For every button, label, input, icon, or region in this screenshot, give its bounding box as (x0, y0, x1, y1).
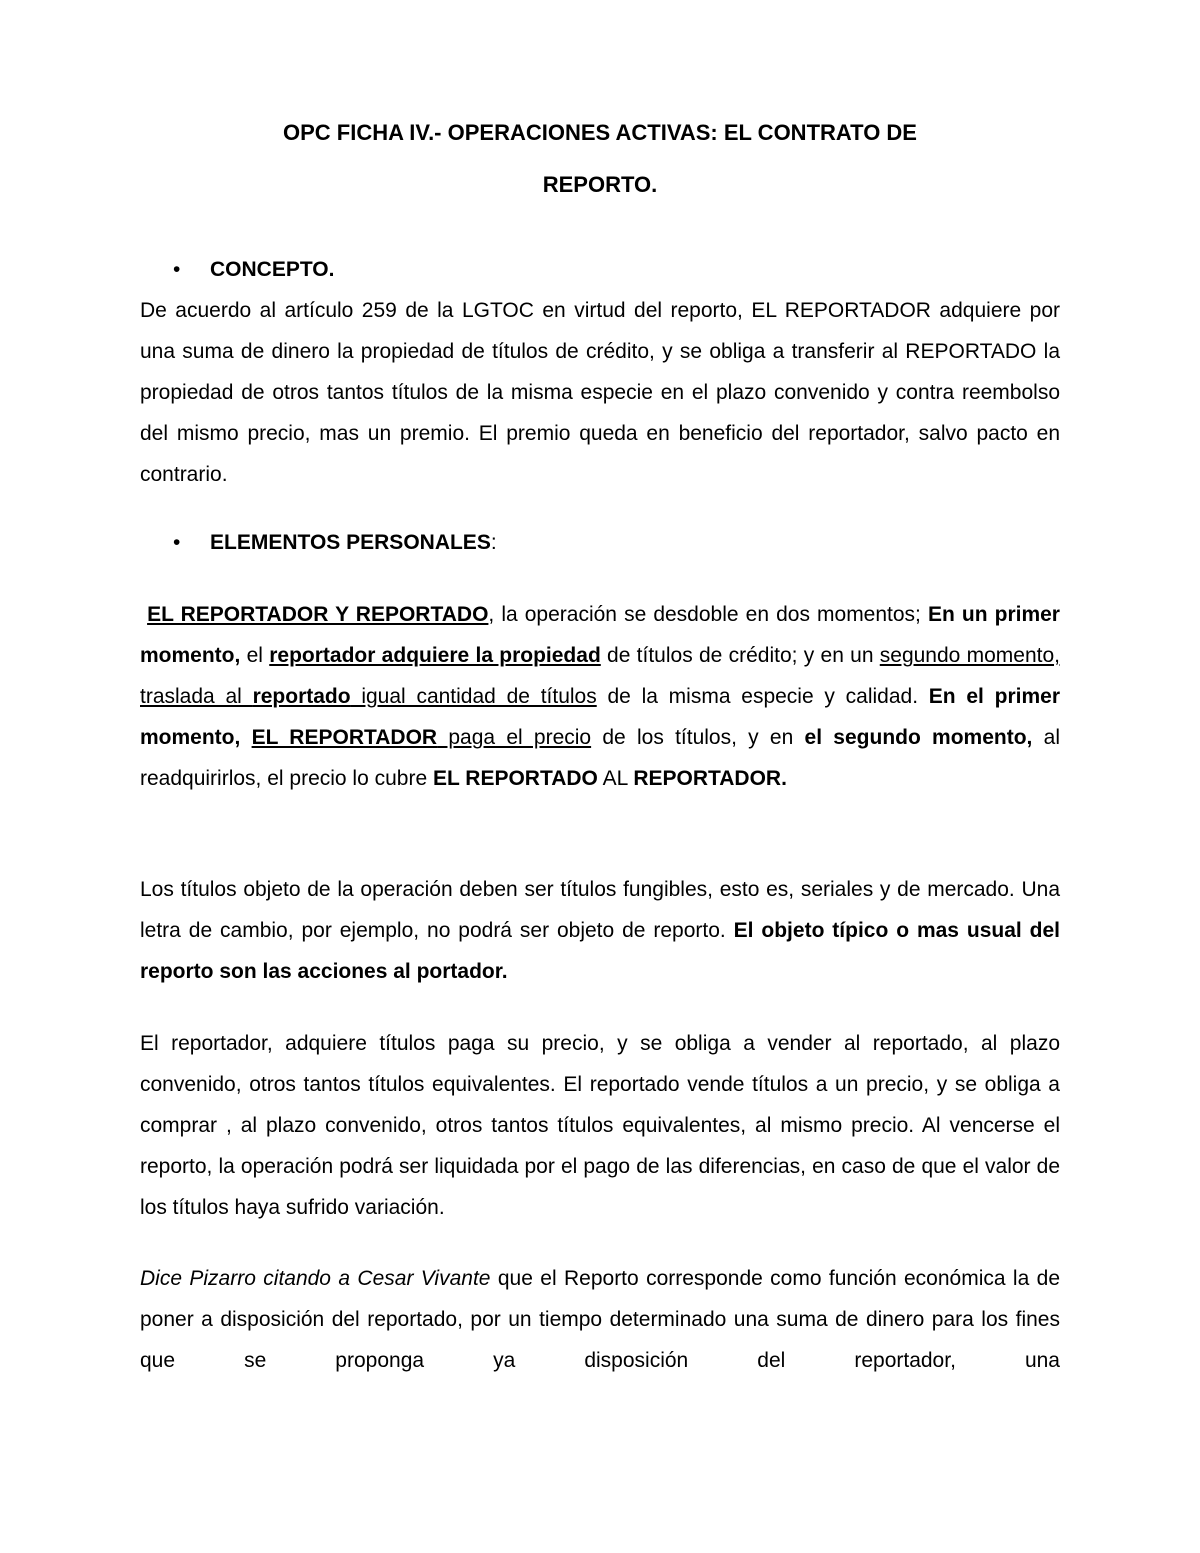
title-line-2: REPORTO. (542, 172, 658, 197)
paragraph: Dice Pizarro citando a Cesar Vivante que el Reporto corresponde como función económica la de poner a disposición del reportado, por un tiempo determinado una suma de dinero para los fines que se proponga ya disposición del reportador, una (140, 1267, 1061, 1372)
title-line-1: OPC FICHA IV.- OPERACIONES ACTIVAS: EL CONTRATO DE (283, 120, 917, 145)
elementos-paragraph-2 (140, 869, 1060, 992)
bullet-icon: • (173, 531, 181, 554)
paragraph: EL REPORTADOR Y REPORTADO, la operación se desdoble en dos momentos; En un primer momento, el reportador adquiere la propiedad de títulos de crédito; y en un segundo momento, traslada al reportado igual cantidad de títulos de la misma especie y calidad. En el primer momento, EL REPORTADOR paga el precio de los títulos, y en el segundo momento, al readquirirlos, el precio lo cubre EL REPORTADO AL REPORTADOR. (140, 603, 1061, 790)
section-concepto (140, 249, 1060, 495)
section-heading-elementos: • ELEMENTOS PERSONALES: (140, 522, 1060, 563)
paragraph: Los títulos objeto de la operación deben ser títulos fungibles, esto es, seriales y de mercado. Una letra de cambio, por ejemplo, no podrá ser objeto de reporto. El objeto típico o mas usual del reporto son las acciones al portador. (140, 878, 1060, 983)
bullet-icon: • (173, 258, 181, 281)
section-elementos (140, 522, 1060, 563)
elementos-paragraph-3 (140, 1023, 1060, 1228)
section-heading-concepto: • CONCEPTO. (140, 249, 1060, 290)
concepto-paragraph: De acuerdo al artículo 259 de la LGTOC en virtud del reporto, EL REPORTADOR adquiere por una suma de dinero la propiedad de títulos de crédito, y se obliga a transferir al REPORTADO la propiedad de otros tantos títulos de la misma especie en el plazo convenido y contra reembolso del mismo precio, mas un premio. El premio queda en beneficio del reportador, salvo pacto en contrario. (140, 299, 1060, 486)
paragraph: El reportador, adquiere títulos paga su precio, y se obliga a vender al reportado, al plazo convenido, otros tantos títulos equivalentes. El reportado vende títulos a un precio, y se obliga a comprar , al plazo convenido, otros tantos títulos equivalentes, al mismo precio. Al vencerse el reporto, la operación podrá ser liquidada por el pago de las diferencias, en caso de que el valor de los títulos haya sufrido variación. (140, 1032, 1060, 1219)
document-title (140, 107, 1060, 211)
elementos-paragraph-1 (140, 594, 1060, 799)
elementos-paragraph-4 (140, 1258, 1060, 1381)
